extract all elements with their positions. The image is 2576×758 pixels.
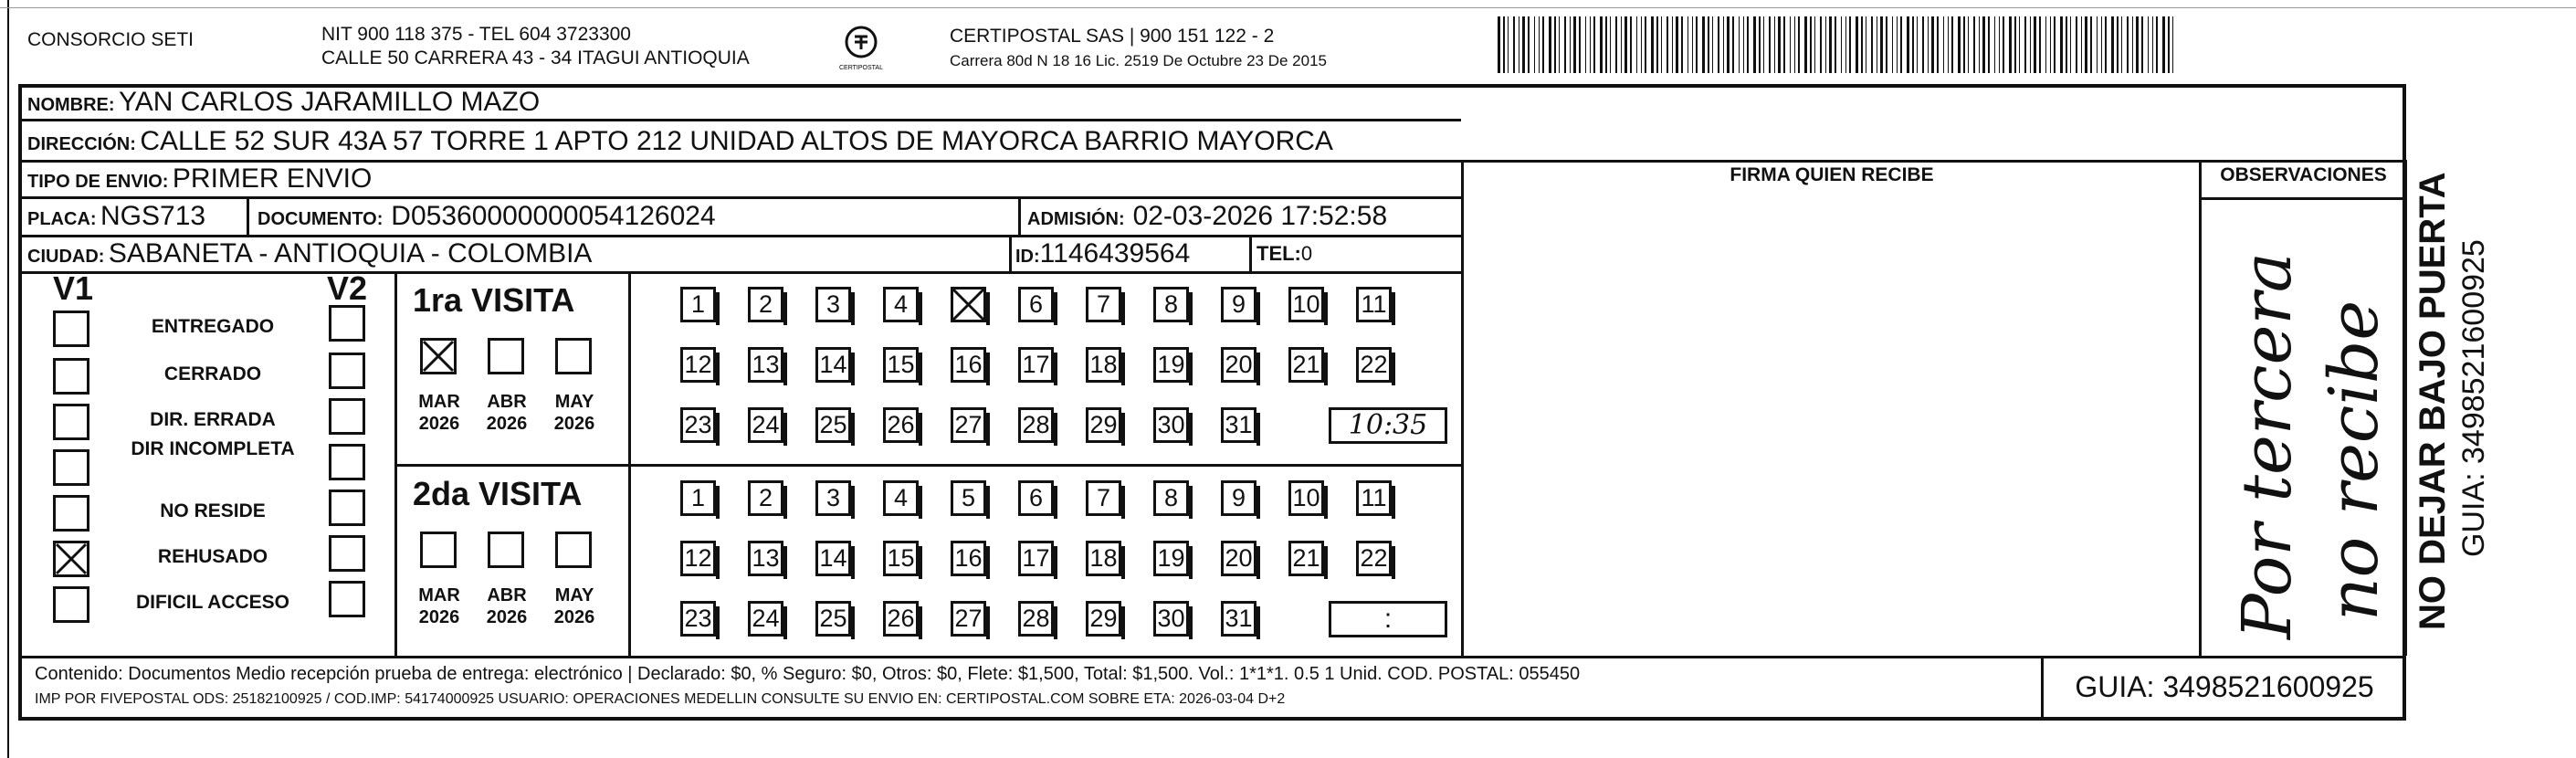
v1-checkbox[interactable]	[53, 449, 89, 486]
day-box-16[interactable]: 16	[951, 541, 986, 576]
day-box-18[interactable]: 18	[1086, 541, 1121, 576]
month-name: ABR	[487, 392, 527, 412]
divider	[2199, 160, 2202, 656]
status-label: CERRADO	[163, 363, 262, 384]
license-line: Carrera 80d N 18 16 Lic. 2519 De Octubre 23 De 2015	[950, 52, 1327, 69]
day-box-3[interactable]: 3	[815, 480, 851, 516]
day-box-20[interactable]: 20	[1221, 541, 1256, 576]
v2-checkbox[interactable]	[329, 490, 365, 526]
divider	[628, 271, 631, 656]
v1-checkbox[interactable]	[53, 311, 89, 347]
visit-title: 2da VISITA	[413, 475, 583, 512]
placa-label: PLACA:	[27, 209, 97, 229]
day-box-27[interactable]: 27	[951, 601, 986, 637]
day-box-13[interactable]: 13	[748, 347, 783, 383]
day-box-13[interactable]: 13	[748, 541, 783, 576]
direccion-row	[27, 128, 1333, 160]
day-box-12[interactable]: 12	[680, 541, 716, 576]
day-box-19[interactable]: 19	[1153, 541, 1189, 576]
day-box-26[interactable]: 26	[883, 601, 919, 637]
v2-checkbox[interactable]	[329, 444, 365, 480]
id-label: ID:	[1015, 247, 1040, 267]
day-box-23[interactable]: 23	[680, 407, 716, 443]
day-box-1[interactable]: 1	[680, 480, 716, 516]
day-box-5[interactable]: 5	[951, 480, 986, 516]
divider	[1249, 235, 1252, 271]
tipo-value: PRIMER ENVIO	[172, 163, 373, 194]
day-box-21[interactable]: 21	[1288, 541, 1324, 576]
visit-title: 1ra VISITA	[413, 281, 575, 319]
v1-checkbox[interactable]	[53, 495, 89, 532]
day-box-3[interactable]: 3	[815, 287, 851, 322]
barcode	[1498, 16, 2182, 73]
day-box-28[interactable]: 28	[1018, 601, 1054, 637]
month-year: 2026	[418, 414, 460, 434]
day-box-30[interactable]: 30	[1153, 407, 1189, 443]
month-checkbox[interactable]	[420, 338, 457, 374]
day-box-12[interactable]: 12	[680, 347, 716, 383]
v1-checkbox[interactable]	[53, 541, 89, 577]
day-box-22[interactable]: 22	[1356, 541, 1392, 576]
nombre-label: NOMBRE:	[27, 95, 115, 115]
month-year: 2026	[486, 607, 528, 627]
day-box-4[interactable]: 4	[883, 287, 919, 322]
firma-label: FIRMA QUIEN RECIBE	[1730, 164, 1934, 185]
day-box-14[interactable]: 14	[815, 347, 851, 383]
day-box-27[interactable]: 27	[951, 407, 986, 443]
day-box-18[interactable]: 18	[1086, 347, 1121, 383]
day-box-11[interactable]: 11	[1356, 287, 1392, 322]
direccion-value: CALLE 52 SUR 43A 57 TORRE 1 APTO 212 UNIDAD ALTOS DE MAYORCA BARRIO MAYORCA	[140, 126, 1333, 156]
carrier-line: CERTIPOSTAL SAS | 900 151 122 - 2	[950, 26, 1275, 47]
day-box-9[interactable]: 9	[1221, 480, 1256, 516]
month-checkbox[interactable]	[420, 532, 457, 568]
nombre-value: YAN CARLOS JARAMILLO MAZO	[119, 87, 541, 117]
month-name: ABR	[487, 585, 527, 605]
day-box-28[interactable]: 28	[1018, 407, 1054, 443]
day-box-20[interactable]: 20	[1221, 347, 1256, 383]
day-box-15[interactable]: 15	[883, 541, 919, 576]
month-year: 2026	[418, 607, 460, 627]
month-label	[407, 391, 471, 435]
day-box-10[interactable]: 10	[1288, 480, 1324, 516]
month-year: 2026	[486, 414, 528, 434]
observaciones-label: OBSERVACIONES	[2220, 164, 2387, 185]
day-box-7[interactable]: 7	[1086, 287, 1121, 322]
day-box-31[interactable]: 31	[1221, 601, 1256, 637]
nombre-row	[27, 89, 540, 121]
divider	[394, 464, 1461, 467]
tipo-label: TIPO DE ENVIO:	[27, 172, 169, 192]
day-box-17[interactable]: 17	[1018, 347, 1054, 383]
status-label: DIR. ERRADA	[150, 409, 276, 430]
v1-label: V1	[53, 269, 94, 307]
status-label: ENTREGADO	[151, 316, 275, 337]
divider	[18, 160, 2406, 163]
id-row	[1015, 240, 1190, 272]
tel-row	[1256, 240, 1312, 270]
day-box-19[interactable]: 19	[1153, 347, 1189, 383]
day-box-24[interactable]: 24	[748, 407, 783, 443]
divider	[2199, 197, 2405, 200]
divider	[2404, 160, 2407, 656]
day-box-8[interactable]: 8	[1153, 287, 1189, 322]
divider	[1461, 160, 1464, 656]
month-label	[542, 584, 606, 628]
direccion-label: DIRECCIÓN:	[27, 134, 136, 154]
placa-row	[27, 203, 205, 235]
day-box-24[interactable]: 24	[748, 601, 783, 637]
month-year: 2026	[553, 414, 595, 434]
status-label: NO RESIDE	[160, 500, 266, 521]
no-dejar-label: NO DEJAR BAJO PUERTA	[2413, 172, 2453, 630]
v2-checkbox[interactable]	[329, 305, 365, 342]
day-box-23[interactable]: 23	[680, 601, 716, 637]
v2-checkbox[interactable]	[329, 353, 365, 389]
divider	[18, 656, 2406, 658]
documento-value: D05360000000054126024	[391, 201, 716, 231]
month-label	[475, 584, 539, 628]
day-box-6[interactable]: 6	[1018, 480, 1054, 516]
tel-value: 0	[1300, 242, 1313, 265]
day-box-5[interactable]	[951, 287, 986, 322]
admision-value: 02-03-2026 17:52:58	[1132, 201, 1388, 231]
divider	[1009, 235, 1012, 271]
v1-checkbox[interactable]	[53, 404, 89, 440]
placa-value: NGS713	[100, 201, 206, 231]
day-box-1[interactable]: 1	[680, 287, 716, 322]
day-box-14[interactable]: 14	[815, 541, 851, 576]
divider	[18, 235, 1461, 237]
nit-line: NIT 900 118 375 - TEL 604 3723300	[321, 24, 631, 45]
month-name: MAR	[418, 585, 460, 605]
day-box-8[interactable]: 8	[1153, 480, 1189, 516]
tel-label: TEL:	[1256, 242, 1301, 265]
imp-line: IMP POR FIVEPOSTAL ODS: 25182100925 / COD.IMP: 54174000925 USUARIO: OPERACIONES MEDELLIN CONSULTE SU ENVIO EN: CERTIPOSTAL.COM SOBRE ETA: 2026-03-04 D+2	[35, 691, 1286, 707]
page-edge	[0, 7, 2576, 8]
v1-checkbox[interactable]	[53, 358, 89, 395]
day-box-25[interactable]: 25	[815, 601, 851, 637]
day-box-11[interactable]: 11	[1356, 480, 1392, 516]
day-box-9[interactable]: 9	[1221, 287, 1256, 322]
v1-checkbox[interactable]	[53, 586, 89, 623]
page-edge	[7, 0, 9, 758]
month-checkbox[interactable]	[555, 532, 592, 568]
day-box-25[interactable]: 25	[815, 407, 851, 443]
day-box-26[interactable]: 26	[883, 407, 919, 443]
handwritten-note-2: no recibe	[2315, 300, 2393, 621]
month-name: MAY	[554, 392, 594, 412]
tipo-row	[27, 165, 372, 197]
id-value: 1146439564	[1039, 238, 1191, 268]
certipostal-logo	[838, 24, 884, 71]
day-box-29[interactable]: 29	[1086, 601, 1121, 637]
address-line: CALLE 50 CARRERA 43 - 34 ITAGUI ANTIOQUIA	[321, 47, 750, 68]
day-box-17[interactable]: 17	[1018, 541, 1054, 576]
handwritten-note-1: Por tercera	[2228, 252, 2307, 639]
divider	[394, 271, 397, 656]
status-label: REHUSADO	[157, 546, 268, 567]
admision-row	[1027, 203, 1387, 235]
day-box-30[interactable]: 30	[1153, 601, 1189, 637]
month-label	[542, 391, 606, 435]
time-box[interactable]: :	[1329, 601, 1447, 637]
day-box-6[interactable]: 6	[1018, 287, 1054, 322]
divider	[2041, 656, 2044, 721]
admision-label: ADMISIÓN:	[1027, 209, 1125, 229]
v2-label: V2	[327, 269, 368, 307]
month-checkbox[interactable]	[488, 532, 524, 568]
day-box-31[interactable]: 31	[1221, 407, 1256, 443]
month-name: MAR	[418, 392, 460, 412]
v2-checkbox[interactable]	[329, 398, 365, 435]
day-box-2[interactable]: 2	[748, 287, 783, 322]
month-label	[407, 584, 471, 628]
day-box-4[interactable]: 4	[883, 480, 919, 516]
day-box-29[interactable]: 29	[1086, 407, 1121, 443]
side-guia-label: GUIA: 3498521600925	[2456, 239, 2491, 557]
month-checkbox[interactable]	[488, 338, 524, 374]
divider	[1018, 196, 1021, 235]
day-box-7[interactable]: 7	[1086, 480, 1121, 516]
day-box-2[interactable]: 2	[748, 480, 783, 516]
ciudad-value: SABANETA - ANTIOQUIA - COLOMBIA	[108, 238, 593, 268]
day-box-16[interactable]: 16	[951, 347, 986, 383]
month-name: MAY	[554, 585, 594, 605]
documento-row	[258, 203, 716, 235]
documento-label: DOCUMENTO:	[258, 209, 384, 229]
guia-footer: GUIA: 3498521600925	[2075, 670, 2374, 703]
ciudad-row	[27, 240, 592, 272]
contenido-line: Contenido: Documentos Medio recepción prueba de entrega: electrónico | Declarado: $0, % Seguro: $0, Otros: $0, Flete: $1,500, Total: $1,500. Vol.: 1*1*1. 0.5 1 Unid. COD. POSTAL: 055450	[35, 664, 1581, 684]
status-label: DIR INCOMPLETA	[131, 438, 295, 459]
ciudad-label: CIUDAD:	[27, 247, 105, 267]
day-box-21[interactable]: 21	[1288, 347, 1324, 383]
status-label: DIFICIL ACCESO	[135, 592, 289, 613]
company-name: CONSORCIO SETI	[27, 29, 195, 50]
month-year: 2026	[553, 607, 595, 627]
logo-text: CERTIPOSTAL	[839, 65, 883, 71]
v2-checkbox[interactable]	[329, 581, 365, 617]
month-label	[475, 391, 539, 435]
month-checkbox[interactable]	[555, 338, 592, 374]
day-box-15[interactable]: 15	[883, 347, 919, 383]
day-box-22[interactable]: 22	[1356, 347, 1392, 383]
v2-checkbox[interactable]	[329, 535, 365, 572]
time-box[interactable]: 10:35	[1329, 407, 1447, 444]
day-box-10[interactable]: 10	[1288, 287, 1324, 322]
divider	[247, 196, 249, 235]
